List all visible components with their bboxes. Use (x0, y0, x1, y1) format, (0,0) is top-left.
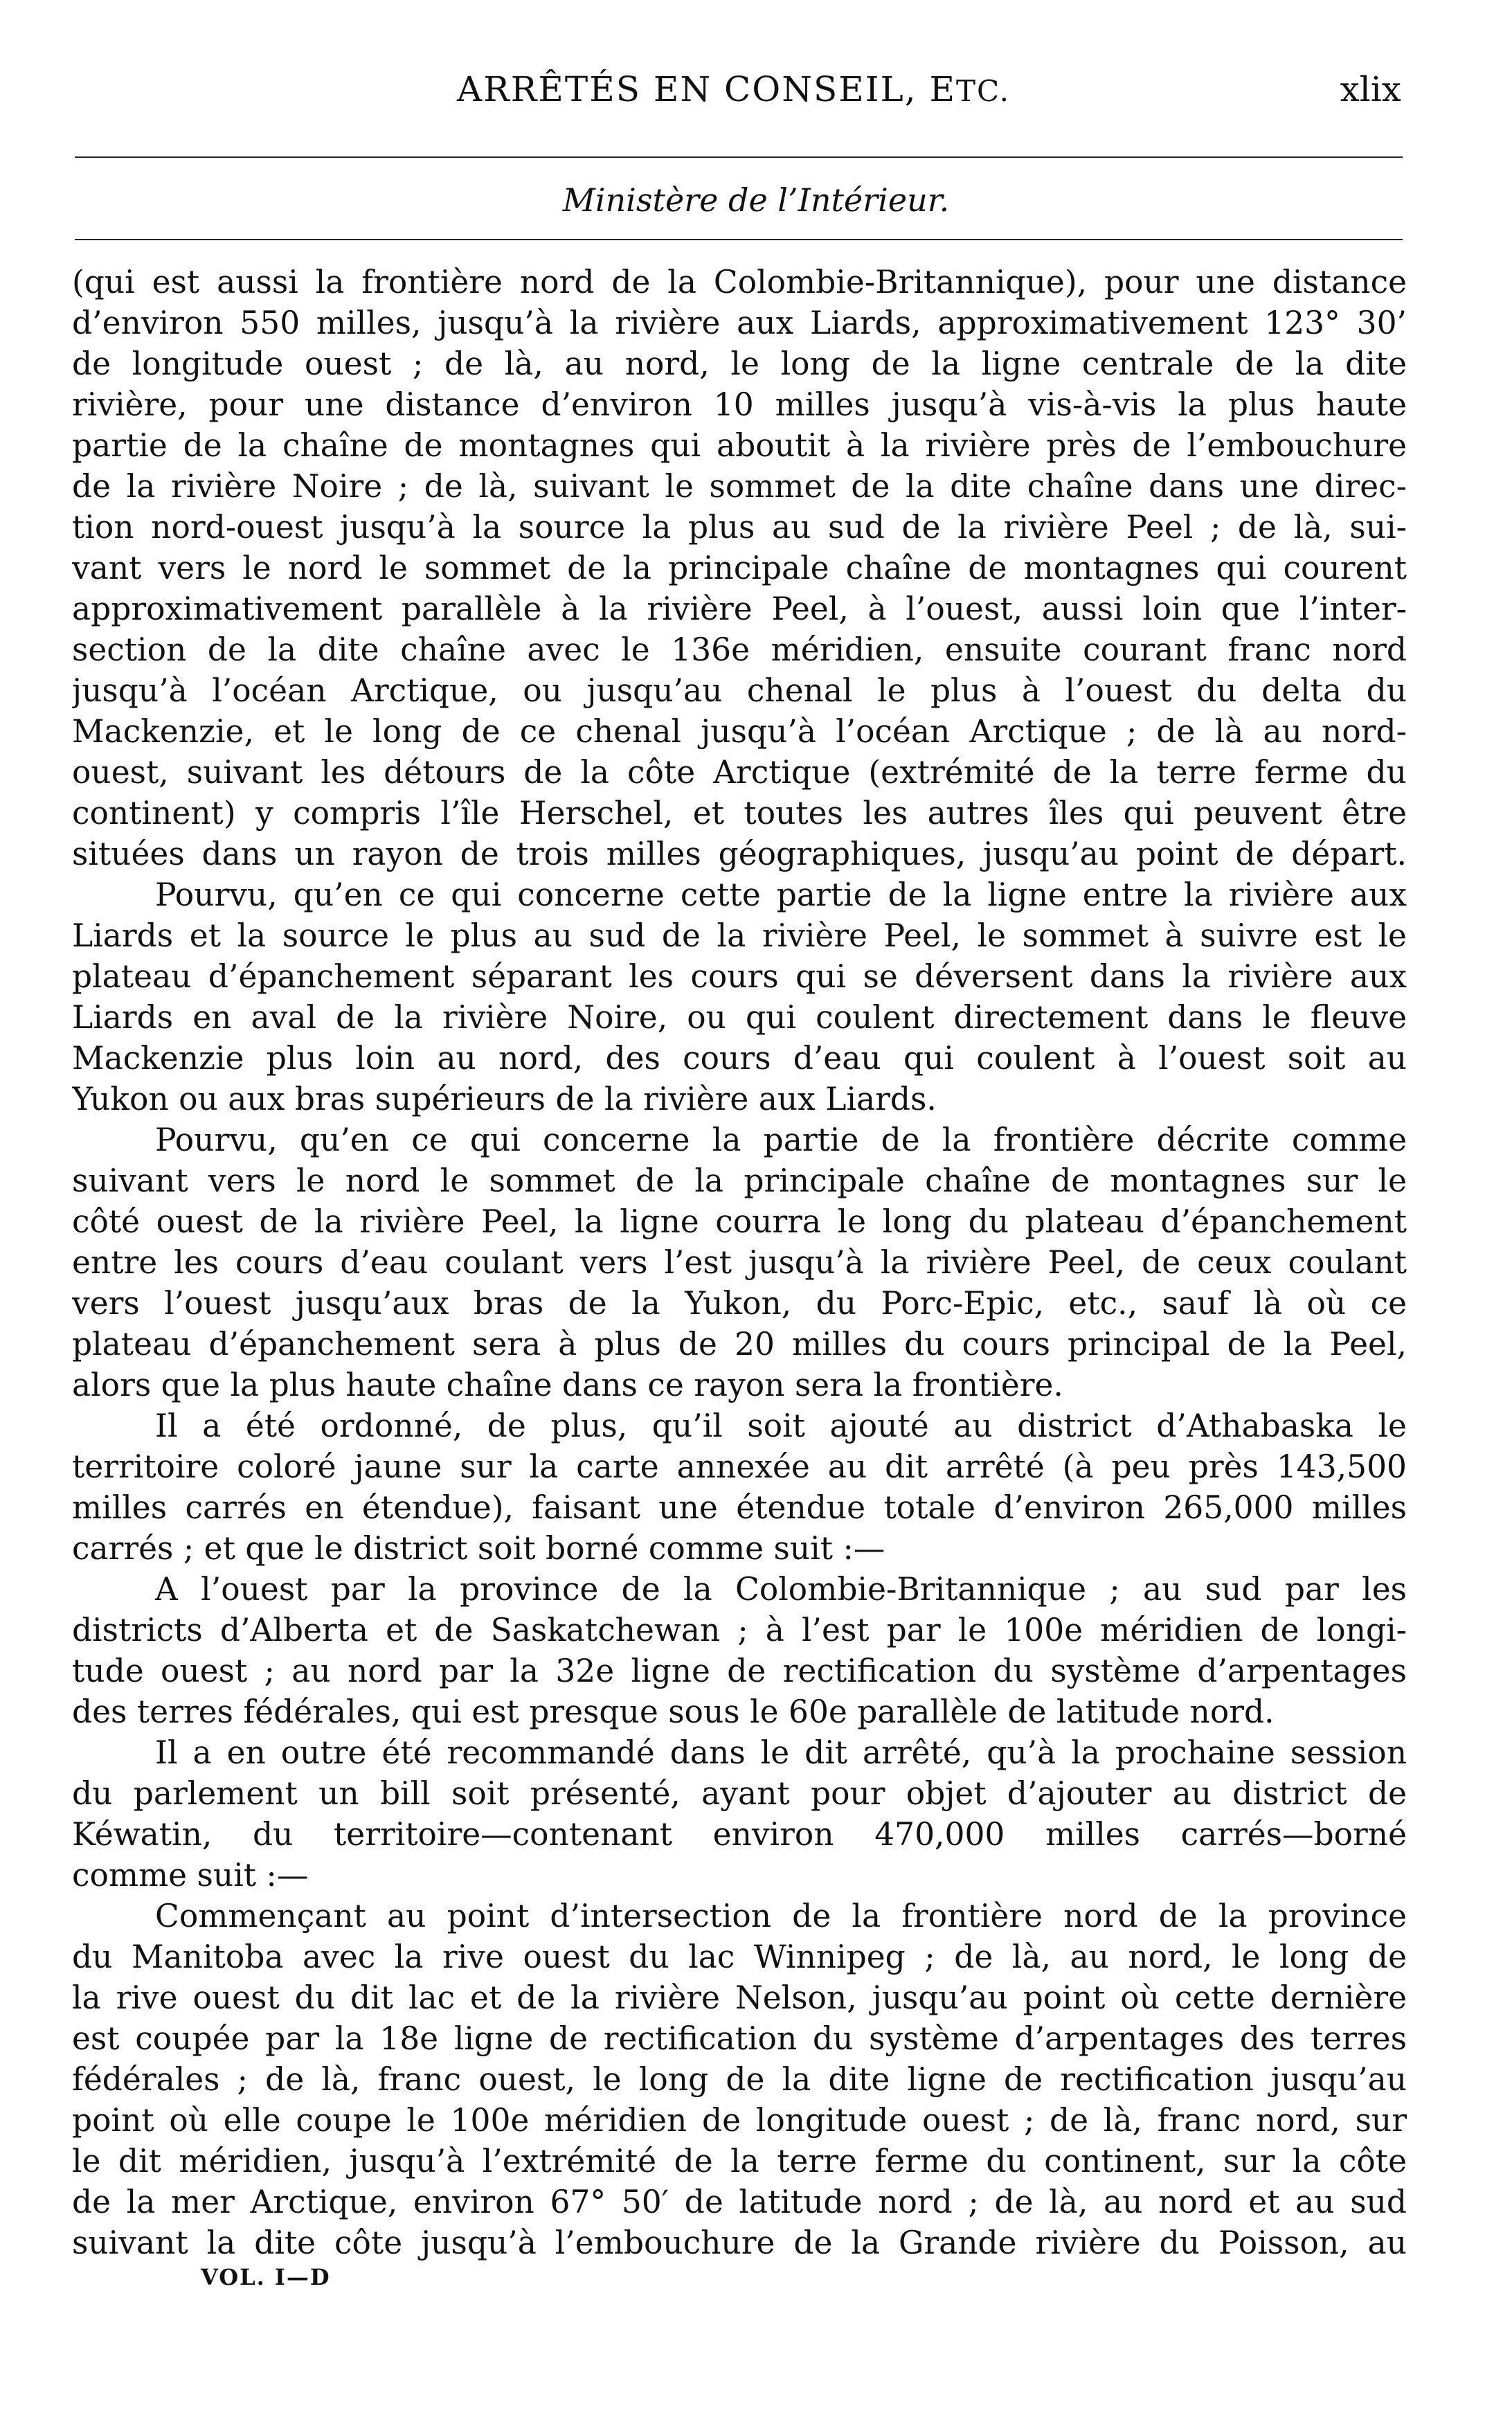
text-line: d’environ 550 milles, jusqu’à la rivière aux Liards, approximativement 123° 30’ (72, 305, 1407, 341)
page-number: xlix (1340, 69, 1401, 109)
paragraph-start-line: Il a en outre été recommandé dans le dit arrêté, qu’à la prochaine session (155, 1734, 1407, 1771)
paragraph-end-line: carrés ; et que le district soit borné comme suit :— (72, 1530, 885, 1567)
running-head (457, 69, 1010, 109)
paragraph-start-line: Il a été ordonné, de plus, qu’il soit ajouté au district d’Athabaska le (155, 1408, 1407, 1444)
text-line: de la mer Arctique, environ 67° 50′ de latitude nord ; de là, au nord et au sud (72, 2184, 1407, 2220)
text-line: approximativement parallèle à la rivière Peel, à l’ouest, aussi loin que l’inter- (72, 591, 1407, 627)
text-line: entre les cours d’eau coulant vers l’est jusqu’à la rivière Peel, de ceux coulant (72, 1244, 1407, 1281)
paragraph-end-line: Yukon ou aux bras supérieurs de la rivière aux Liards. (72, 1081, 937, 1117)
paragraph-start-line: Pourvu, qu’en ce qui concerne cette partie de la ligne entre la rivière aux (155, 877, 1407, 913)
paragraph-end-line: comme suit :— (72, 1857, 309, 1894)
text-line: suivant vers le nord le sommet de la principale chaîne de montagnes sur le (72, 1162, 1407, 1199)
header-rule-bottom (75, 239, 1403, 240)
running-head-small: TC. (956, 74, 1011, 108)
volume-signature: VOL. I—D (201, 2264, 331, 2290)
text-line: plateau d’épanchement séparant les cours qui se déversent dans la rivière aux (72, 958, 1407, 995)
text-line: la rive ouest du dit lac et de la rivière Nelson, jusqu’au point où cette dernière (72, 1979, 1407, 2016)
text-line: (qui est aussi la frontière nord de la Colombie-Britannique), pour une distance (72, 264, 1407, 300)
body-text (72, 262, 1407, 2263)
text-line: tude ouest ; au nord par la 32e ligne de rectification du système d’arpentages (72, 1653, 1407, 1689)
text-line: situées dans un rayon de trois milles géographiques, jusqu’au point de départ. (72, 836, 1407, 872)
paragraph-start-line: Commençant au point d’intersection de la frontière nord de la province (155, 1898, 1407, 1934)
text-line: Mackenzie plus loin au nord, des cours d’eau qui coulent à l’ouest soit au (72, 1040, 1407, 1077)
text-line: Kéwatin, du territoire—contenant environ 470,000 milles carrés—borné (72, 1816, 1407, 1853)
text-line: jusqu’à l’océan Arctique, ou jusqu’au chenal le plus à l’ouest du delta du (72, 672, 1407, 709)
text-line: rivière, pour une distance d’environ 10 milles jusqu’à vis-à-vis la plus haute (72, 386, 1407, 423)
header-rule-top (75, 156, 1403, 158)
text-line: du Manitoba avec la rive ouest du lac Winnipeg ; de là, au nord, le long de (72, 1939, 1407, 1975)
text-line: plateau d’épanchement sera à plus de 20 milles du cours principal de la Peel, (72, 1326, 1407, 1363)
text-line: point où elle coupe le 100e méridien de longitude ouest ; de là, franc nord, sur (72, 2102, 1407, 2139)
text-line: Mackenzie, et le long de ce chenal jusqu’à l’océan Arctique ; de là au nord- (72, 713, 1407, 750)
text-line: Liards et la source le plus au sud de la rivière Peel, le sommet à suivre est le (72, 917, 1407, 954)
text-line: territoire coloré jaune sur la carte annexée au dit arrêté (à peu près 143,500 (72, 1448, 1407, 1485)
text-line: vers l’ouest jusqu’aux bras de la Yukon, du Porc-Epic, etc., sauf là où ce (72, 1285, 1407, 1322)
text-line: partie de la chaîne de montagnes qui aboutit à la rivière près de l’embouchure (72, 427, 1407, 464)
text-line: tion nord-ouest jusqu’à la source la plus au sud de la rivière Peel ; de là, sui- (72, 509, 1407, 546)
paragraph-start-line: A l’ouest par la province de la Colombie-Britannique ; au sud par les (155, 1571, 1407, 1608)
running-head-main: ARRÊTÉS EN CONSEIL, E (457, 69, 957, 109)
paragraph-end-line: alors que la plus haute chaîne dans ce rayon sera la frontière. (72, 1367, 1063, 1403)
text-line: ouest, suivant les détours de la côte Arctique (extrémité de la terre ferme du (72, 754, 1407, 791)
text-line: continent) y compris l’île Herschel, et toutes les autres îles qui peuvent être (72, 795, 1407, 832)
section-title: Ministère de l’Intérieur. (562, 181, 950, 219)
text-line: de la rivière Noire ; de là, suivant le sommet de la dite chaîne dans une direc- (72, 468, 1407, 505)
text-line: Liards en aval de la rivière Noire, ou qui coulent directement dans le fleuve (72, 999, 1407, 1036)
text-line: section de la dite chaîne avec le 136e méridien, ensuite courant franc nord (72, 631, 1407, 668)
text-line: est coupée par la 18e ligne de rectification du système d’arpentages des terres (72, 2020, 1407, 2057)
text-line: le dit méridien, jusqu’à l’extrémité de la terre ferme du continent, sur la côte (72, 2143, 1407, 2180)
paragraph-end-line: des terres fédérales, qui est presque sous le 60e parallèle de latitude nord. (72, 1693, 1275, 1730)
text-line: milles carrés en étendue), faisant une étendue totale d’environ 265,000 milles (72, 1489, 1407, 1526)
text-line: de longitude ouest ; de là, au nord, le long de la ligne centrale de la dite (72, 345, 1407, 382)
text-line: fédérales ; de là, franc ouest, le long de la dite ligne de rectification jusqu’au (72, 2061, 1407, 2098)
text-line: vant vers le nord le sommet de la principale chaîne de montagnes qui courent (72, 550, 1407, 586)
text-line: districts d’Alberta et de Saskatchewan ; à l’est par le 100e méridien de longi- (72, 1612, 1407, 1648)
paragraph-start-line: Pourvu, qu’en ce qui concerne la partie de la frontière décrite comme (155, 1122, 1407, 1158)
text-line: suivant la dite côte jusqu’à l’embouchure de la Grande rivière du Poisson, au (72, 2225, 1407, 2261)
text-line: côté ouest de la rivière Peel, la ligne courra le long du plateau d’épanchement (72, 1203, 1407, 1240)
text-line: du parlement un bill soit présenté, ayant pour objet d’ajouter au district de (72, 1775, 1407, 1812)
